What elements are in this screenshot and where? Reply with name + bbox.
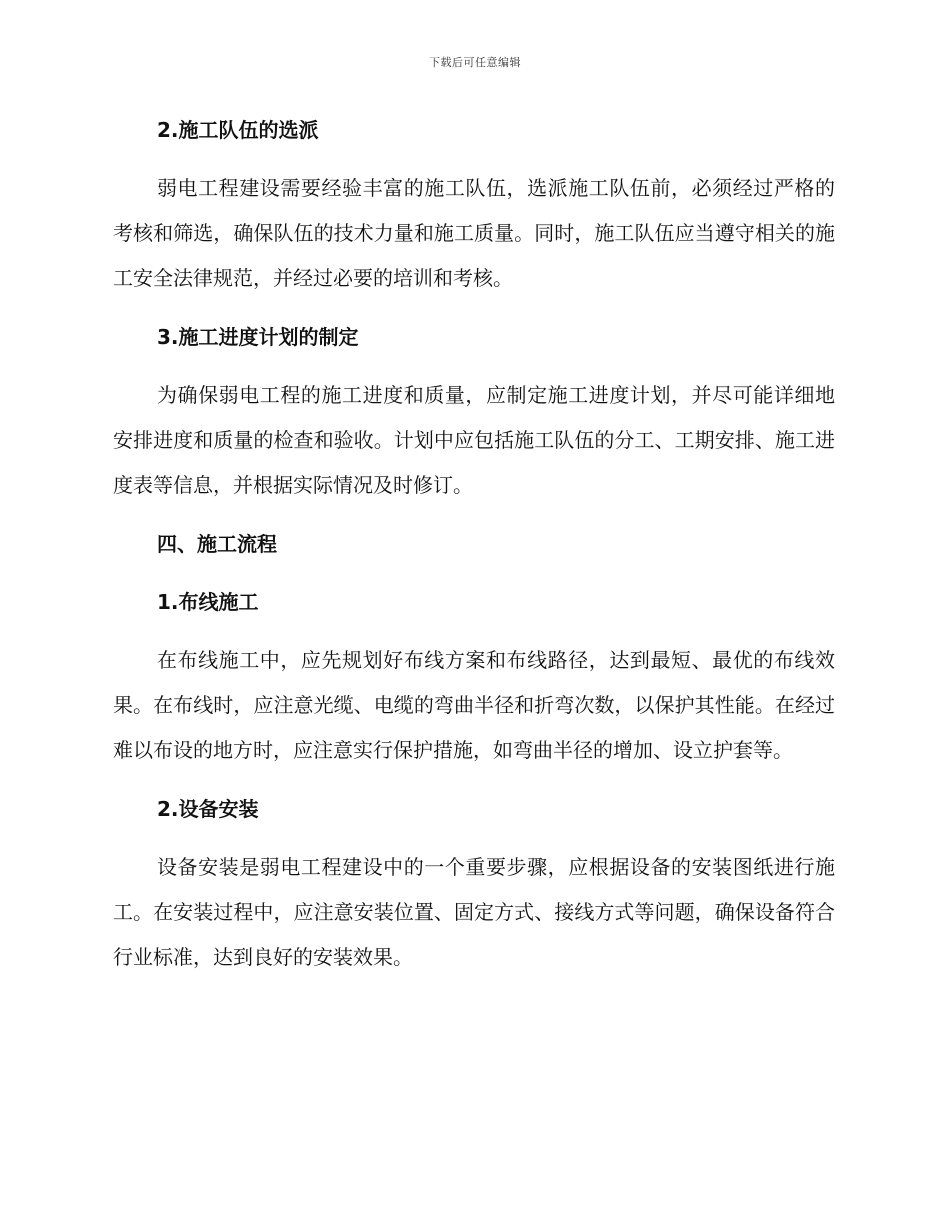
- section-heading-team-selection: 2.施工队伍的选派: [157, 118, 319, 142]
- section-heading-schedule: 3.施工进度计划的制定: [157, 325, 359, 349]
- page-header: 下载后可任意编辑: [429, 56, 521, 69]
- paragraph-cabling: 在布线施工中，应先规划好布线方案和布线路径，达到最短、最优的布线效果。在布线时，应注意光缆、电缆的弯曲半径和折弯次数，以保护其性能。在经过难以布设的地方时，应注意实行保护措施，如弯曲半径的增加、设立护套等。: [113, 648, 835, 762]
- section-heading-equipment-installation: 2.设备安装: [157, 797, 259, 821]
- document-body: [113, 108, 835, 994]
- paragraph-schedule: 为确保弱电工程的施工进度和质量，应制定施工进度计划，并尽可能详细地安排进度和质量的检查和验收。计划中应包括施工队伍的分工、工期安排、施工进度表等信息，并根据实际情况及时修订。: [113, 383, 835, 497]
- paragraph-team-selection: 弱电工程建设需要经验丰富的施工队伍，选派施工队伍前，必须经过严格的考核和筛选，确保队伍的技术力量和施工质量。同时，施工队伍应当遵守相关的施工安全法律规范，并经过必要的培训和考核。: [113, 176, 835, 290]
- paragraph-equipment-installation: 设备安装是弱电工程建设中的一个重要步骤，应根据设备的安装图纸进行施工。在安装过程中，应注意安装位置、固定方式、接线方式等问题，确保设备符合行业标准，达到良好的安装效果。: [113, 855, 835, 969]
- section-heading-cabling: 1.布线施工: [157, 590, 259, 614]
- section-heading-construction-process: 四、施工流程: [157, 532, 277, 556]
